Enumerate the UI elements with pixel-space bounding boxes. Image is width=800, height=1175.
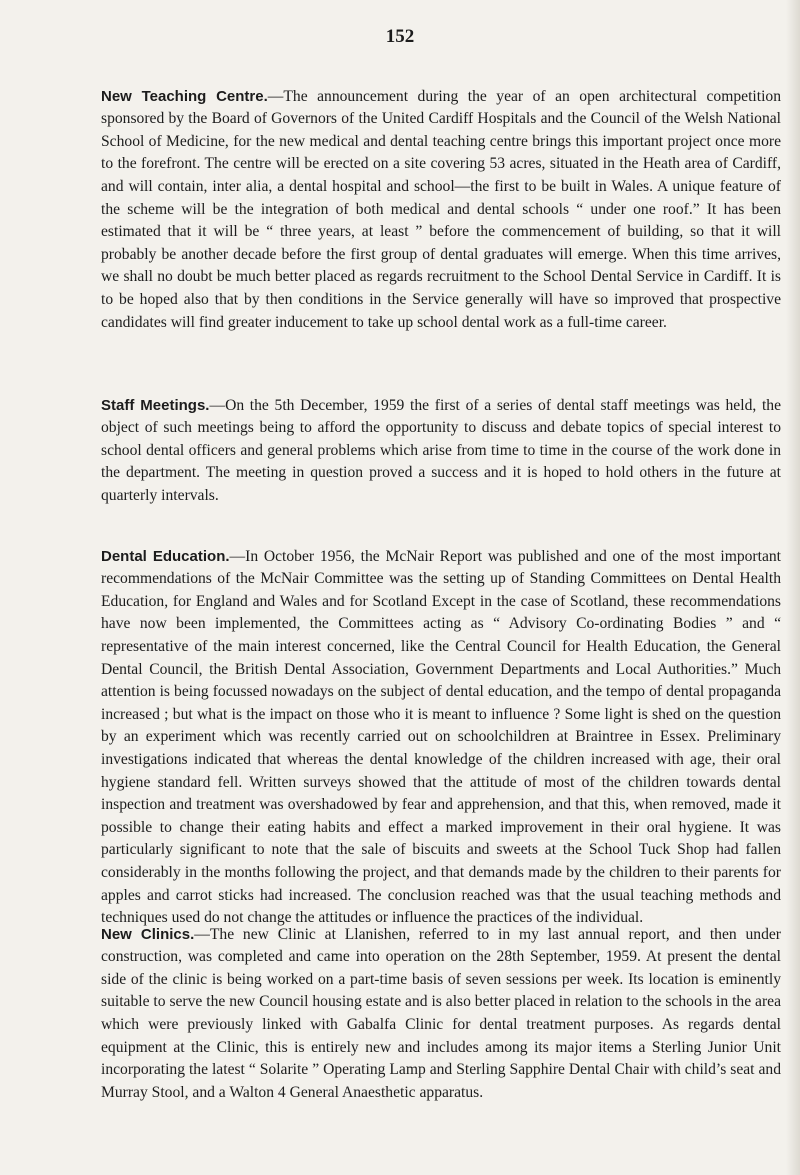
section-body: —In October 1956, the McNair Report was published and one of the most important recommendations of the McNair Committee was the setting up of Standing Committees on Dental Health Education, for England and Wales and for Scotland Except in the case of Scotland, these recommendations have now been implemented, the Committees acting as “ Advisory Co-ordinating Bodies ” and “ representative of the main interest concerned, like the Central Council for Health Education, the General Dental Council, the British Dental Association, Government Departments and Local Authorities.” Much attention is being focussed nowadays on the subject of dental education, and the tempo of dental propaganda increased ; but what is the impact on those who it is meant to influence ? Some light is shed on the question by an experiment which was recently carried out on schoolchildren at Braintree in Essex. Preliminary investigations indicated that whereas the dental knowledge of the children increased with age, their oral hygiene standard fell. Written surveys showed that the attitude of most of the children towards dental inspection and treatment was overshadowed by fear and apprehension, and that this, when removed, made it possible to change their eating habits and effect a marked improvement in their oral hygiene. It was particularly significant to note that the sale of biscuits and sweets at the School Tuck Shop had fallen considerably in the months following the project, and that demands made by the children to their parents for apples and carrot sticks had increased. The conclusion reached was that the usual teaching methods and techniques used do not change the attitudes or influence the practices of the individual. (101, 547, 781, 927)
section-body: —On the 5th December, 1959 the first of a series of dental staff meetings was held, the object of such meetings being to afford the opportunity to discuss and debate topics of special interest to school dental officers and general problems which arise from time to time in the course of the work done in the department. The meeting in question proved a success and it is hoped to hold others in the future at quarterly intervals. (101, 396, 781, 504)
section-heading: Staff Meetings. (101, 396, 210, 414)
page-number: 152 (385, 26, 415, 47)
page-edge-shadow (786, 0, 800, 1175)
section-body: —The new Clinic at Llanishen, referred to in my last annual report, and then under construction, was completed and came into operation on the 28th September, 1959. At present the dental side of the clinic is being worked on a part-time basis of seven sessions per week. Its location is eminently suitable to serve the new Council housing estate and is also better placed in relation to the schools in the area which were previously linked with Gabalfa Clinic for dental treatment purposes. As regards dental equipment at the Clinic, this is entirely new and includes among its major items a Sterling Junior Unit incorporating the latest “ Solarite ” Operating Lamp and Sterling Sapphire Dental Chair with child’s seat and Murray Stool, and a Walton 4 General Anaesthetic apparatus. (101, 925, 781, 1101)
section-heading: Dental Education. (101, 547, 230, 565)
section-heading: New Teaching Centre. (101, 87, 268, 105)
section-dental-education (101, 546, 781, 930)
section-new-clinics (101, 924, 781, 1105)
section-body: —The announcement during the year of an open architectural competition sponsored by the Board of Governors of the United Cardiff Hospitals and the Council of the Welsh National School of Medicine, for the new medical and dental teaching centre brings this important project once more to the forefront. The centre will be erected on a site covering 53 acres, situated in the Heath area of Cardiff, and will contain, inter alia, a dental hospital and school—the first to be built in Wales. A unique feature of the scheme will be the integration of both medical and dental schools “ under one roof.” It has been estimated that it will be “ three years, at least ” before the commencement of building, so that it will probably be another decade before the first group of dental graduates will emerge. When this time arrives, we shall no doubt be much better placed as regards recruitment to the School Dental Service in Cardiff. It is to be hoped also that by then conditions in the Service generally will have so improved that prospective candidates will find greater inducement to take up school dental work as a full-time career. (101, 87, 781, 331)
section-new-teaching-centre (101, 86, 781, 335)
section-staff-meetings (101, 395, 781, 508)
section-heading: New Clinics. (101, 925, 195, 943)
